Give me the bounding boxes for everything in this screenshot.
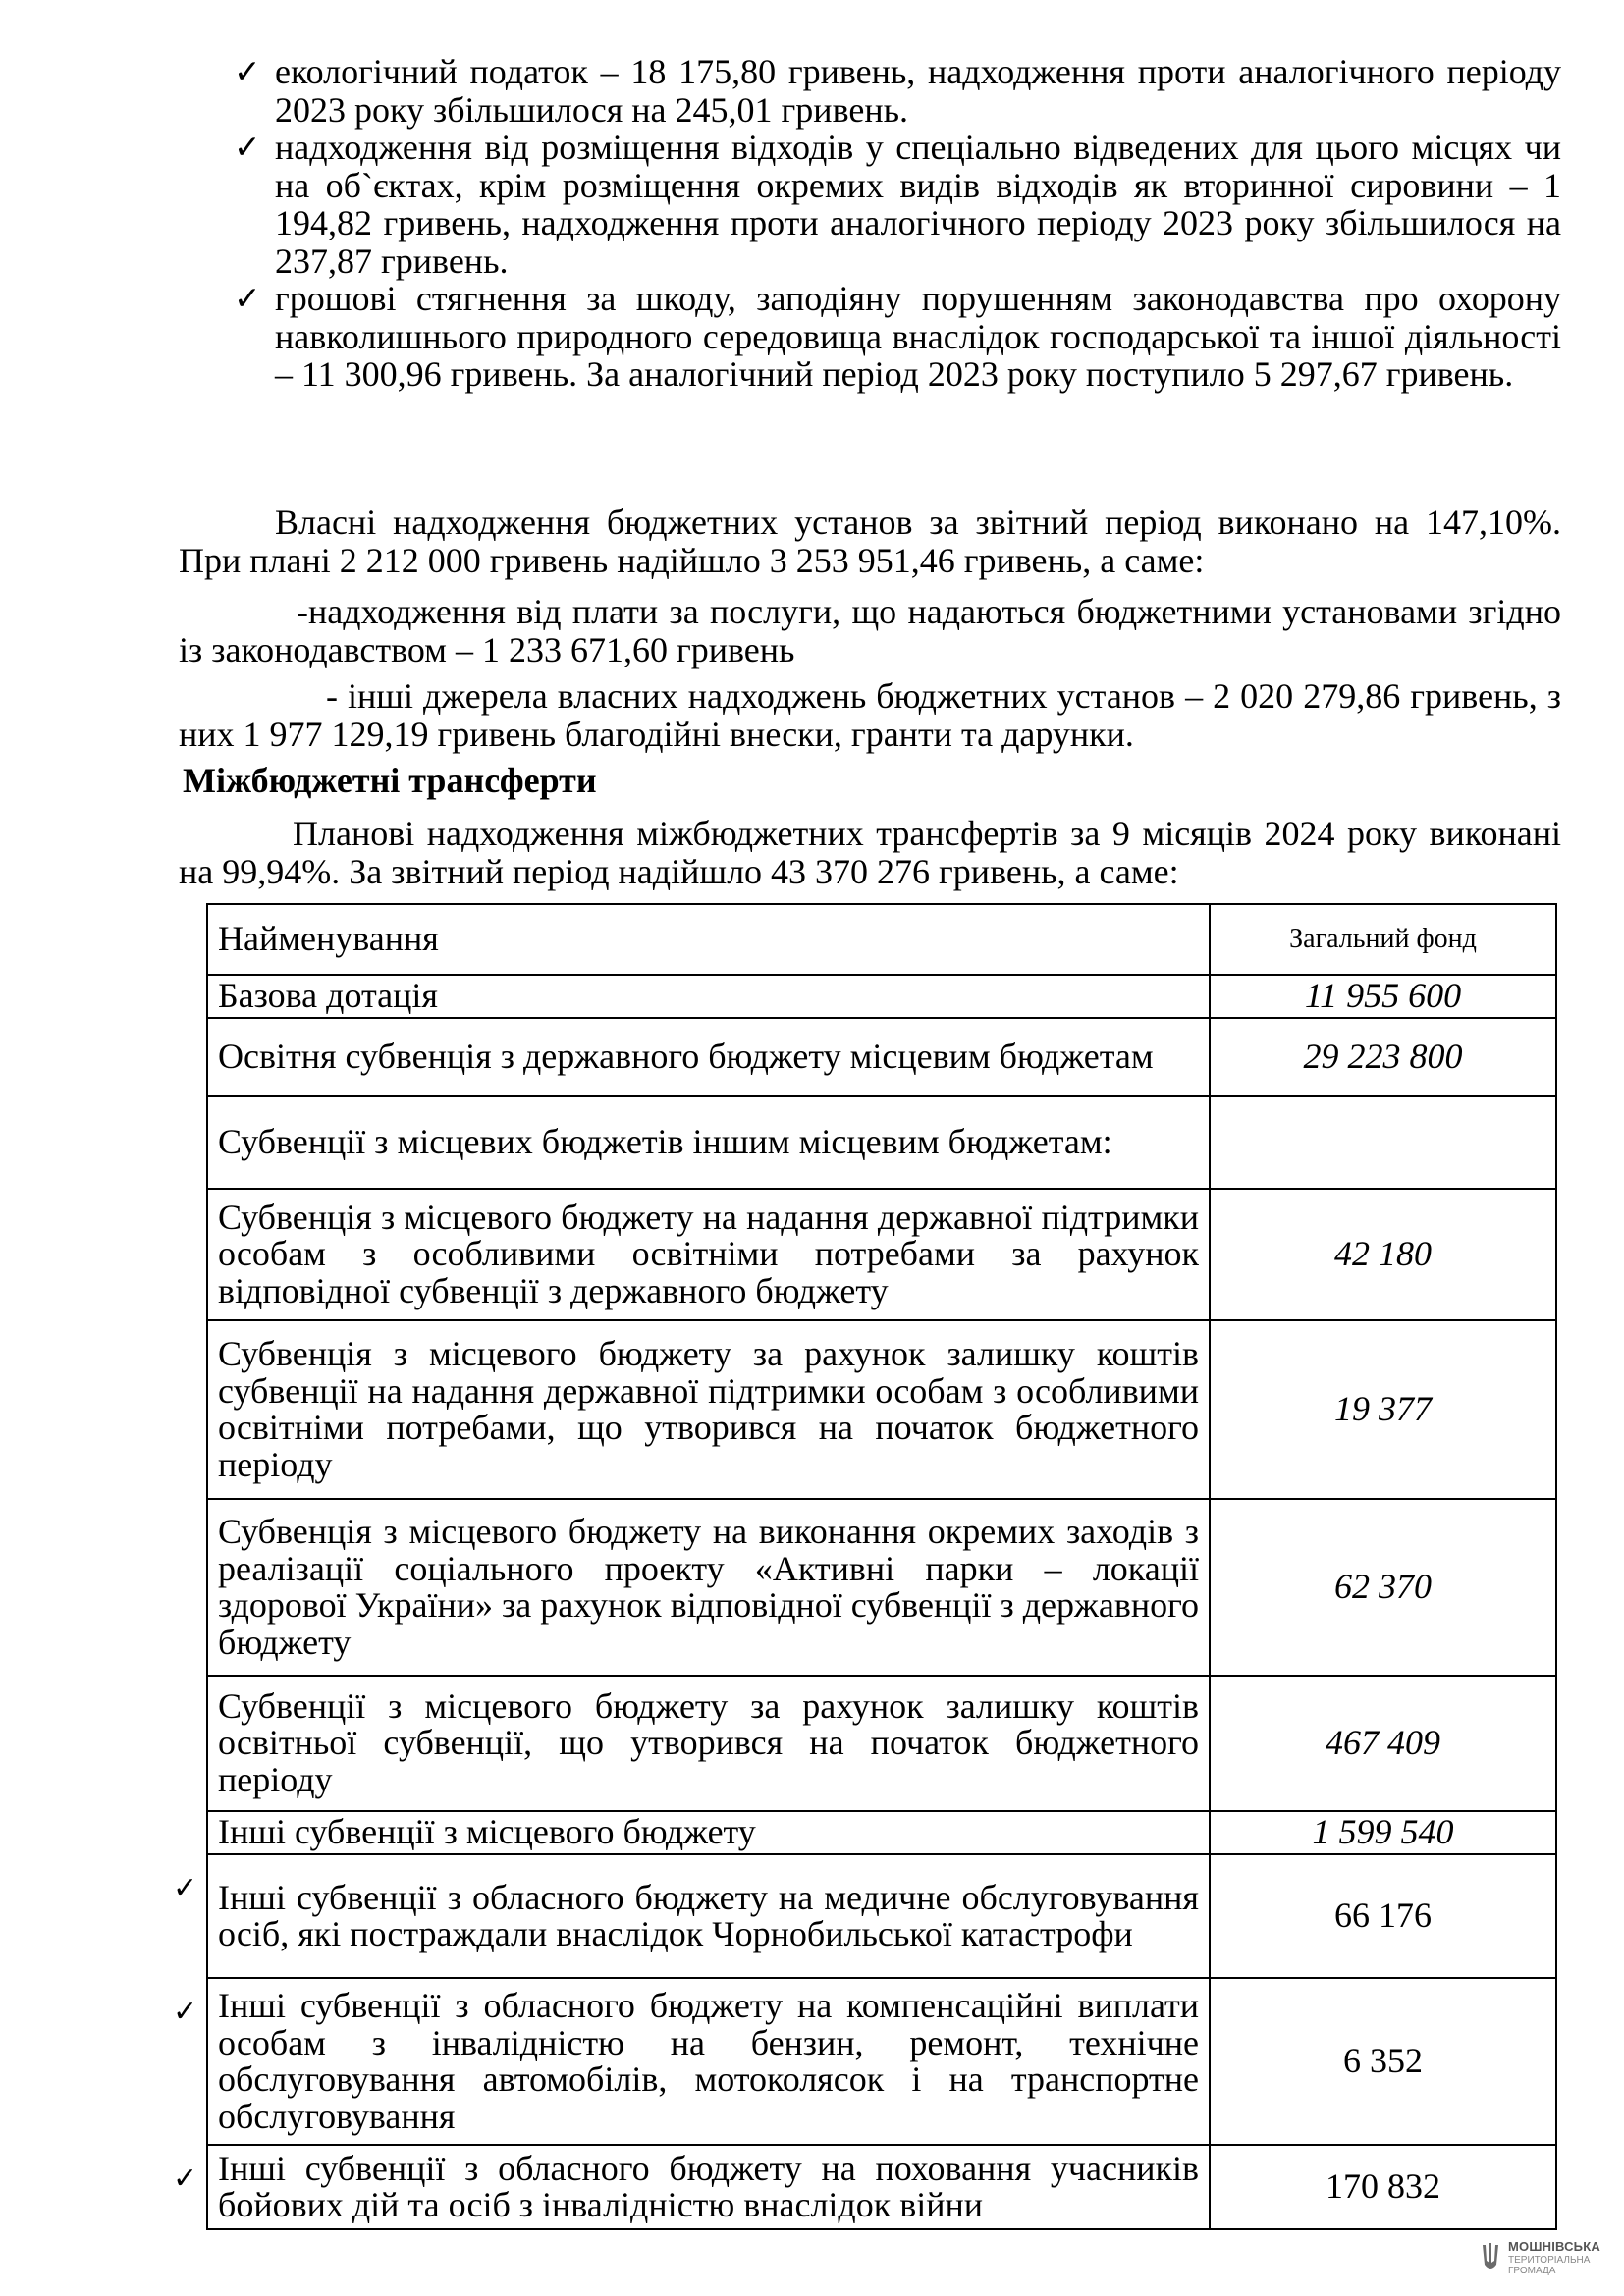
list-item	[234, 129, 1561, 280]
row-name: Субвенція з місцевого бюджету на виконання окремих заходів з реалізації соціального проекту «Активні парки – локації здорової України» за рахунок відповідної субвенції з державного бюджету	[207, 1499, 1210, 1676]
checkmark-icon: ✓	[234, 128, 261, 166]
row-name: Освітня субвенція з державного бюджету місцевим бюджетам	[207, 1018, 1210, 1096]
header-general-fund: Загальний фонд	[1210, 904, 1556, 975]
row-name: Інші субвенції з обласного бюджету на поховання учасників бойових дій та осіб з інвалідністю внаслідок війни	[207, 2145, 1210, 2229]
row-name: Інші субвенції з місцевого бюджету	[207, 1811, 1210, 1854]
table-row	[207, 2145, 1556, 2229]
table-row	[207, 1978, 1556, 2145]
paragraph-services-revenue: -надходження від плати за послуги, що надаються бюджетними установами згідно із законодавством – 1 233 671,60 гривень	[179, 592, 1561, 669]
paragraph-transfers: Планові надходження міжбюджетних трансфертів за 9 місяців 2024 року виконані на 99,94%. За звітний період надійшло 43 370 276 гривень, а саме:	[179, 814, 1561, 891]
list-item-text: екологічний податок – 18 175,80 гривень, надходження проти аналогічного періоду 2023 року збільшилося на 245,01 гривень.	[275, 52, 1561, 130]
checkmark-icon: ✓	[234, 52, 261, 90]
row-name: Субвенції з місцевого бюджету за рахунок залишку коштів освітньої субвенції, що утворився на початок бюджетного періоду	[207, 1676, 1210, 1811]
paragraph-other-revenue: - інші джерела власних надходжень бюджетних установ – 2 020 279,86 гривень, з них 1 977 129,19 гривень благодійні внески, гранти та дарунки.	[179, 676, 1561, 754]
checkmark-icon: ✓	[234, 279, 261, 317]
row-name: Базова дотація	[207, 975, 1210, 1018]
table-row	[207, 1499, 1556, 1676]
list-item-text: надходження від розміщення відходів у спеціально відведених для цього місцях чи на об`єктах, крім розміщення окремих видів відходів як вторинної сировини – 1 194,82 гривень, надходження проти аналогічного періоду 2023 року збільшилося на 237,87 гривень.	[275, 128, 1561, 281]
checkmark-icon: ✓	[173, 2162, 198, 2196]
transfers-table	[206, 903, 1557, 2230]
row-name: Інші субвенції з обласного бюджету на медичне обслуговування осіб, які постраждали внаслідок Чорнобильської катастрофи	[207, 1854, 1210, 1978]
row-value: 1 599 540	[1210, 1811, 1556, 1854]
row-value: 170 832	[1210, 2145, 1556, 2229]
table-row	[207, 1018, 1556, 1096]
paragraph-own-revenue: Власні надходження бюджетних установ за звітний період виконано на 147,10%. При плані 2 212 000 гривень надійшло 3 253 951,46 гривень, а саме:	[179, 503, 1561, 580]
logo-subtitle-line: ТЕРИТОРІАЛЬНА	[1508, 2255, 1591, 2266]
row-name: Субвенція з місцевого бюджету за рахунок залишку коштів субвенції на надання державної підтримки особам з особливими освітніми потребами, що утворився на початок бюджетного періоду	[207, 1320, 1210, 1499]
row-name: Субвенції з місцевих бюджетів іншим місцевим бюджетам:	[207, 1096, 1210, 1189]
row-value	[1210, 1096, 1556, 1189]
checklist	[234, 53, 1561, 394]
logo-name: МОШНІВСЬКА	[1508, 2239, 1600, 2254]
header-name: Найменування	[207, 904, 1210, 975]
row-value: 66 176	[1210, 1854, 1556, 1978]
table-row	[207, 975, 1556, 1018]
trident-emblem-icon	[1481, 2241, 1500, 2274]
row-value: 11 955 600	[1210, 975, 1556, 1018]
list-item-text: грошові стягнення за шкоду, заподіяну порушенням законодавства про охорону навколишнього природного середовища внаслідок господарської та іншої діяльності – 11 300,96 гривень. За аналогічний період 2023 року поступило 5 297,67 гривень.	[275, 279, 1561, 394]
logo-subtitle-line: ГРОМАДА	[1508, 2266, 1556, 2276]
row-name: Інші субвенції з обласного бюджету на компенсаційні виплати особам з інвалідністю на бензин, ремонт, технічне обслуговування автомобілів, мотоколясок і на транспортне обслуговування	[207, 1978, 1210, 2145]
table-row	[207, 1676, 1556, 1811]
row-name: Субвенція з місцевого бюджету на надання державної підтримки особам з особливими освітніми потребами за рахунок відповідної субвенції з державного бюджету	[207, 1189, 1210, 1320]
community-logo	[1481, 2237, 1624, 2284]
table-row	[207, 1096, 1556, 1189]
table-row	[207, 1811, 1556, 1854]
logo-subtitle	[1508, 2255, 1590, 2276]
row-value: 19 377	[1210, 1320, 1556, 1499]
checkmark-icon: ✓	[173, 1871, 198, 1905]
section-title: Міжбюджетні трансферти	[183, 761, 597, 800]
table-row	[207, 1854, 1556, 1978]
list-item	[234, 280, 1561, 394]
row-value: 467 409	[1210, 1676, 1556, 1811]
row-value: 29 223 800	[1210, 1018, 1556, 1096]
table-header-row	[207, 904, 1556, 975]
row-value: 42 180	[1210, 1189, 1556, 1320]
row-value: 62 370	[1210, 1499, 1556, 1676]
table-row	[207, 1320, 1556, 1499]
list-item	[234, 53, 1561, 129]
table-row	[207, 1189, 1556, 1320]
checkmark-icon: ✓	[173, 1995, 198, 2029]
row-value: 6 352	[1210, 1978, 1556, 2145]
